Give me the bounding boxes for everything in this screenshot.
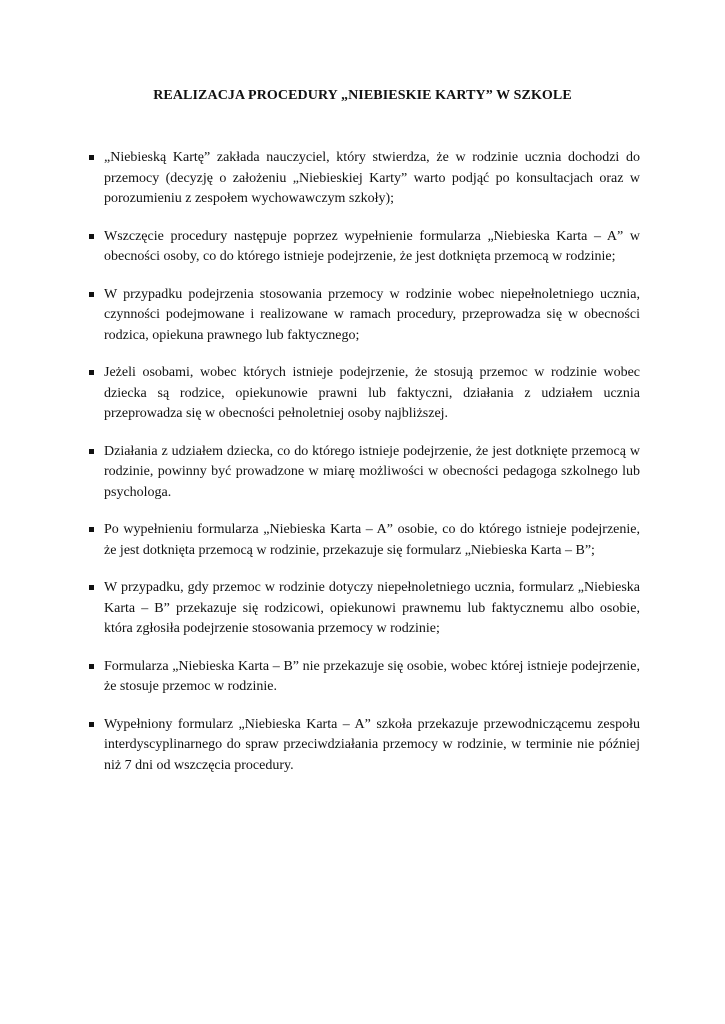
square-bullet-icon [89,370,94,375]
list-item [88,285,640,347]
list-item-text: Po wypełnieniu formularza „Niebieska Karta – A” osobie, co do którego istnieje podejrzenie, że jest dotknięta przemocą w rodzinie, przekazuje się formularz „Niebieska Karta – B”; [104,522,640,558]
list-item-text: Jeżeli osobami, wobec których istnieje podejrzenie, że stosują przemoc w rodzinie wobec dziecka są rodzice, opiekunowie prawni lub faktyczni, działania z udziałem ucznia przeprowadza się w obecności pełnoletniej osoby najbliższej. [104,365,640,421]
square-bullet-icon [89,585,94,590]
square-bullet-icon [89,292,94,297]
list-item [88,578,640,640]
list-item-text: W przypadku, gdy przemoc w rodzinie dotyczy niepełnoletniego ucznia, formularz „Niebieska Karta – B” przekazuje się rodzicowi, opiekunowi prawnemu lub faktycznemu albo osobie, która zgłosiła podejrzenie stosowania przemocy w rodzinie; [104,580,640,636]
square-bullet-icon [89,664,94,669]
square-bullet-icon [89,527,94,532]
list-item [88,363,640,425]
list-item-text: Działania z udziałem dziecka, co do którego istnieje podejrzenie, że jest dotknięte przemocą w rodzinie, powinny być prowadzone w miarę możliwości w obecności pedagoga szkolnego lub psychologa. [104,443,640,500]
list-item [88,715,640,777]
list-item [88,442,640,504]
list-item-text: „Niebieską Kartę” zakłada nauczyciel, który stwierdza, że w rodzinie ucznia dochodzi do przemocy (decyzję o założeniu „Niebieskiej Karty” warto podjąć po konsultacjach oraz w porozumieniu z zespołem wychowawczym szkoły); [104,150,640,206]
list-item [88,148,640,210]
list-item-text: W przypadku podejrzenia stosowania przemocy w rodzinie wobec niepełnoletniego ucznia, czynności podejmowane i realizowane w ramach procedury, przeprowadza się w obecności rodzica, opiekuna prawnego lub faktycznego; [104,286,640,343]
procedure-list [88,148,640,793]
list-item [88,657,640,698]
document-title: REALIZACJA PROCEDURY „NIEBIESKIE KARTY” W SZKOLE [153,88,572,103]
square-bullet-icon [89,234,94,239]
list-item-text: Wypełniony formularz „Niebieska Karta – A” szkoła przekazuje przewodniczącemu zespołu interdyscyplinarnego do spraw przeciwdziałania przemocy w rodzinie, w terminie nie później niż 7 dni od wszczęcia procedury. [104,716,640,773]
square-bullet-icon [89,449,94,454]
square-bullet-icon [89,155,94,160]
square-bullet-icon [89,722,94,727]
list-item-text: Wszczęcie procedury następuje poprzez wypełnienie formularza „Niebieska Karta – A” w obecności osoby, co do którego istnieje podejrzenie, że jest dotknięta przemocą w rodzinie; [104,228,640,264]
list-item [88,520,640,561]
list-item-text: Formularza „Niebieska Karta – B” nie przekazuje się osobie, wobec której istnieje podejrzenie, że stosuje przemoc w rodzinie. [104,658,640,694]
list-item [88,227,640,268]
